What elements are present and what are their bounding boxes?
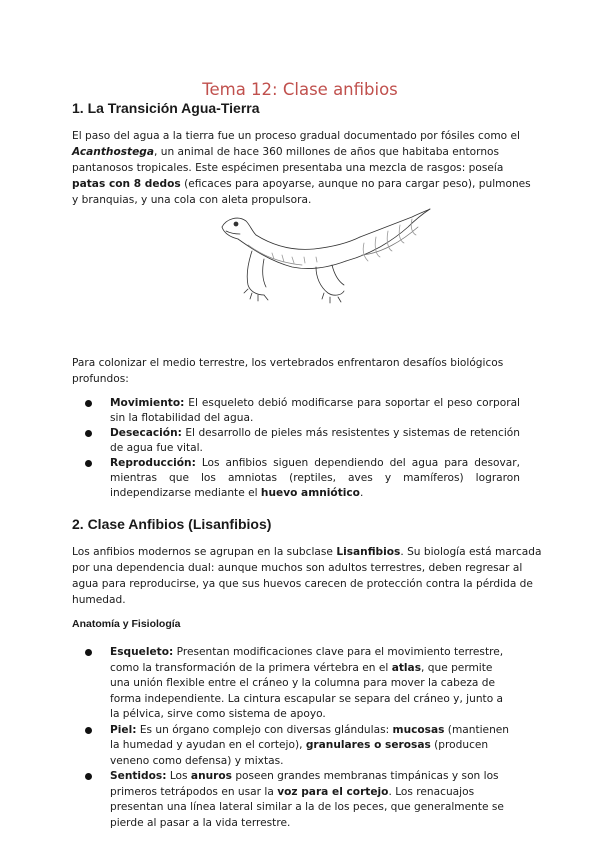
- text-run: (producen veneno como defensa) y mixtas.: [110, 739, 489, 767]
- emphasis-text: atlas: [391, 661, 422, 674]
- list-item: [72, 769, 512, 831]
- text-run: Los anfibios modernos se agrupan en la subclase: [72, 546, 337, 558]
- list-item: [72, 723, 512, 770]
- text-run: Es un órgano complejo con diversas glándulas:: [136, 723, 393, 736]
- emphasis-text: Esqueleto:: [110, 646, 174, 658]
- page-title: Tema 12: Clase anfibios: [202, 80, 398, 99]
- text-run: El esqueleto debió modificarse para soportar el peso corporal sin la flotabilidad del agua.: [110, 397, 520, 424]
- section1-heading: 1. La Transición Agua-Tierra: [72, 100, 260, 116]
- emphasis-text: anuros: [190, 770, 232, 782]
- bullet-dot-icon: [85, 649, 92, 656]
- text-run: .: [359, 487, 364, 499]
- text-run: Los anfibios siguen dependiendo del agua para desovar, mientras que los amniotas (reptiles, aves y mamíferos) lograron independizarse mediante el: [110, 457, 520, 499]
- section1-intro: [72, 128, 532, 208]
- section1-bullets: [72, 396, 520, 501]
- list-item: [72, 645, 512, 723]
- section2-intro: [72, 544, 542, 608]
- text-run: poseen grandes membranas timpánicas y son los primeros tetrápodos en usar la: [110, 770, 499, 798]
- emphasis-text: Sentidos:: [110, 770, 167, 782]
- bullet-dot-icon: [85, 773, 92, 780]
- section2-heading: 2. Clase Anfibios (Lisanfibios): [72, 516, 272, 532]
- text-run: (eficaces para apoyarse, aunque no para cargar peso), pulmones y branquias, y una cola con aleta propulsora.: [72, 178, 531, 206]
- bullet-dot-icon: [85, 430, 92, 437]
- text-run: , un animal de hace 360 millones de años que habitaba entornos pantanosos tropicales. Este espécimen presentaba una mezcla de rasgos: poseía: [72, 146, 504, 174]
- emphasis-text: Acanthostega: [72, 146, 155, 158]
- text-run: Presentan modificaciones clave para el movimiento terrestre, como la transformación de la primera vértebra en el: [110, 646, 504, 674]
- list-item: [72, 396, 520, 426]
- bullet-dot-icon: [85, 727, 92, 734]
- text-run: . Su biología está marcada por una dependencia dual: aunque muchos son adultos terrestres, deben regresar al agua para reproducirse, ya que sus huevos carecen de protección contra la pérdida de humedad.: [72, 546, 542, 606]
- emphasis-text: Desecación:: [110, 427, 182, 439]
- section2-bullets: [72, 645, 512, 831]
- section2-subheading: Anatomía y Fisiología: [72, 618, 181, 630]
- text-run: El paso del agua a la tierra fue un proceso gradual documentado por fósiles como el: [72, 130, 520, 142]
- text-run: El desarrollo de pieles más resistentes y sistemas de retención de agua fue vital.: [110, 427, 520, 454]
- list-item: [72, 456, 520, 501]
- acanthostega-illustration: [212, 205, 434, 310]
- bullet-dot-icon: [85, 460, 92, 467]
- emphasis-text: patas con 8 dedos: [72, 178, 181, 190]
- emphasis-text: voz para el cortejo: [277, 785, 389, 798]
- text-run: Los: [166, 770, 191, 782]
- emphasis-text: Reproducción:: [110, 457, 196, 469]
- emphasis-text: granulares o serosas: [305, 739, 431, 751]
- emphasis-text: Movimiento:: [110, 397, 185, 409]
- text-run: . Los renacuajos presentan una línea lateral similar a la de los peces, que generalmente se pierde al pasar a la vida terrestre.: [110, 785, 504, 829]
- list-item: [72, 426, 520, 456]
- emphasis-text: mucosas: [392, 723, 445, 736]
- emphasis-text: huevo amniótico: [260, 487, 360, 499]
- text-run: , que permite una unión flexible entre el cráneo y la columna para mover la cabeza de forma independiente. La cintura escapular se separa del cráneo y, junto a la pélvica, sirve como sistema de apoyo.: [110, 661, 504, 720]
- section1-challenges-intro: Para colonizar el medio terrestre, los vertebrados enfrentaron desafíos biológicos profundos:: [72, 357, 504, 385]
- emphasis-text: Lisanfibios: [336, 546, 401, 558]
- emphasis-text: Piel:: [110, 723, 137, 736]
- text-run: (mantienen la humedad y ayudan en el cortejo),: [110, 723, 510, 751]
- bullet-dot-icon: [85, 400, 92, 407]
